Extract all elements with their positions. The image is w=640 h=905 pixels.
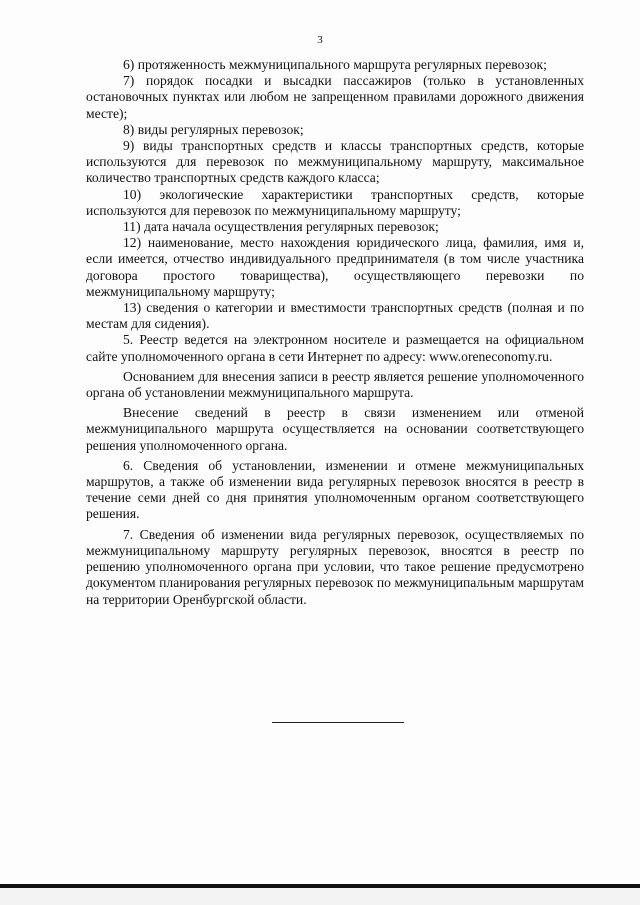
paragraph-item-12: 12) наименование, место нахождения юридического лица, фамилия, имя и, если имеется, отчество индивидуального предпринимателя (в том числе участника договора простого товарищества), осуществляющего перевозки по межмуниципальному маршруту; [86,235,584,299]
paragraph-item-13: 13) сведения о категории и вместимости транспортных средств (полная и по местам для сидения). [86,300,584,332]
paragraph-item-8: 8) виды регулярных перевозок; [123,121,304,137]
paragraph-amendment: Внесение сведений в реестр в связи изменением или отменой межмуниципального маршрута осуществляется на основании соответствующего решения уполномоченного органа. [86,405,584,453]
paragraph-item-7: 7) порядок посадки и высадки пассажиров (только в установленных остановочных пунктах или любом не запрещенном правилами дорожного движения месте); [86,73,584,121]
paragraph-item-11: 11) дата начала осуществления регулярных перевозок; [123,219,439,235]
scan-margin [0,888,640,905]
paragraph-item-9: 9) виды транспортных средств и классы транспортных средств, которые используются для перевозок по межмуниципальному маршруту, максимальное количество транспортных средств каждого класса; [86,138,584,186]
end-separator-line [272,722,404,723]
paragraph-basis: Основанием для внесения записи в реестр является решение уполномоченного органа об установлении межмуниципального маршрута. [86,368,584,401]
paragraph-section-5: 5. Реестр ведется на электронном носителе и размещается на официальном сайте уполномоченного органа в сети Интернет по адресу: www.oreneconomy.ru. [86,332,584,364]
page-number: 3 [317,34,323,46]
document-body [86,57,584,608]
paragraph-item-6: 6) протяженность межмуниципального маршрута регулярных перевозок; [123,57,547,72]
paragraph-section-7: 7. Сведения об изменении вида регулярных перевозок, осуществляемых по межмуниципальному маршруту регулярных перевозок, вносятся в реестр по решению уполномоченного органа при условии, что такое решение предусмотрено документом планирования регулярных перевозок по межмуниципальным маршрутам на территории Оренбургской области. [86,526,584,607]
paragraph-section-6: 6. Сведения об установлении, изменении и отмене межмуниципальных маршрутов, а также об изменении вида регулярных перевозок вносятся в реестр в течение семи дней со дня принятия уполномоченным органом соответствующего решения. [86,457,584,522]
paragraph-item-10: 10) экологические характеристики транспортных средств, которые используются для перевозок по межмуниципальному маршруту; [86,186,584,218]
